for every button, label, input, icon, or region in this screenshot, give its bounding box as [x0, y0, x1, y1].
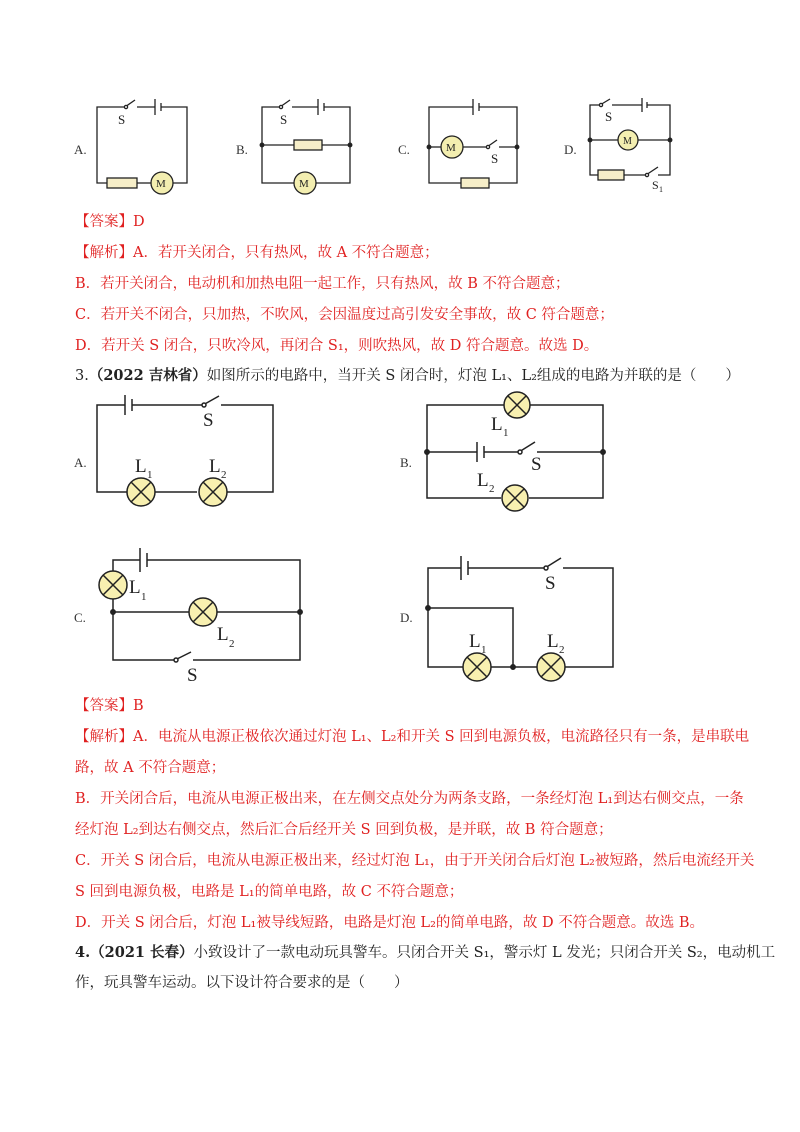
- q2-option-c-label: C.: [398, 142, 410, 157]
- q3-answer-value: B: [133, 698, 144, 714]
- q3a-l2-label: L: [209, 456, 221, 477]
- q3-analysis-line-5: C．开关 S 闭合后，电流从电源正极出来，经过灯泡 L₁，由于开关闭合后灯泡 L₂被短路，然后电流经开关: [75, 853, 755, 869]
- q2b-switch-label: S: [280, 112, 288, 127]
- q4-stem-text-1: 小致设计了一款电动玩具警车。只闭合开关 S₁，警示灯 L 发光；只闭合开关 S₂，电动机工: [193, 945, 776, 961]
- q2-circuit-a: [95, 95, 195, 195]
- q3b-l1-label: L: [491, 414, 503, 435]
- q2-option-b-label: B.: [236, 142, 248, 157]
- q3-answer-tag: 【答案】: [75, 698, 133, 714]
- q3b-s-label: S: [531, 454, 542, 475]
- q2-circuit-c: [425, 95, 525, 195]
- q2d-switch-s1-label: S: [652, 178, 659, 192]
- q3-analysis-line-6: S 回到电源负极，电路是 L₁的简单电路，故 C 不符合题意；: [75, 884, 464, 900]
- q3b-l2-sub: 2: [489, 483, 495, 495]
- q3c-s-label: S: [187, 665, 198, 686]
- q3-circuit-c: [95, 540, 315, 690]
- q3c-l1-label: L: [129, 577, 141, 598]
- q3-option-c-label: C.: [74, 610, 86, 625]
- q3a-s-label: S: [203, 410, 214, 431]
- q3-analysis-text-1: A．电流从电源正极依次通过灯泡 L₁、L₂和开关 S 回到电源负极，电流路径只有一条，是串联电: [133, 729, 750, 745]
- q2c-motor-label: M: [446, 142, 456, 154]
- q3-circuit-b: [425, 390, 615, 520]
- q2-analysis-line-3: C．若开关不闭合，只加热，不吹风，会因温度过高引发安全事故，故 C 符合题意；: [75, 307, 614, 323]
- q3d-l2-sub: 2: [559, 644, 565, 656]
- q4-stem-line-2: 作，玩具警车运动。以下设计符合要求的是（ ）: [75, 975, 409, 991]
- q2-answer: [75, 212, 145, 232]
- q2-circuit-b: [258, 95, 358, 195]
- q3a-l1-label: L: [135, 456, 147, 477]
- q3-analysis-line-1: [75, 727, 749, 747]
- q3-source: （2022 吉林省）: [88, 367, 207, 384]
- q3d-s-label: S: [545, 573, 556, 594]
- q3-answer: [75, 696, 144, 716]
- q2-analysis-tag: 【解析】: [75, 245, 133, 261]
- q3-analysis-line-4: 经灯泡 L₂到达右侧交点，然后汇合后经开关 S 回到负极，是并联，故 B 符合题意；: [75, 822, 613, 838]
- q2-option-a-label: A.: [74, 142, 87, 157]
- q2d-switch-s-label: S: [605, 109, 613, 124]
- q2-answer-tag: 【答案】: [75, 214, 133, 230]
- q3d-l2-label: L: [547, 631, 559, 652]
- q4-number: 4.: [75, 944, 91, 961]
- q4-stem-line-1: [75, 943, 775, 963]
- q3-circuit-a: [95, 390, 285, 520]
- q3c-l2-label: L: [217, 624, 229, 645]
- q3-analysis-line-7: D．开关 S 闭合后，灯泡 L₁被导线短路，电路是灯泡 L₂的简单电路，故 D 不符合题意。故选 B。: [75, 915, 704, 931]
- q3a-l1-sub: 1: [147, 469, 153, 481]
- q2-circuit-d: [588, 95, 688, 195]
- q2-option-d-label: D.: [564, 142, 577, 157]
- q3-analysis-line-3: B．开关闭合后，电流从电源正极出来，在左侧交点处分为两条支路，一条经灯泡 L₁到达右侧交点，一条: [75, 791, 744, 807]
- q2-analysis-line-2: B．若开关闭合，电动机和加热电阻一起工作，只有热风，故 B 不符合题意；: [75, 276, 570, 292]
- q2d-motor-label: M: [623, 136, 632, 147]
- q2c-switch-label: S: [491, 151, 499, 166]
- q3-stem: [75, 366, 740, 386]
- q3b-l1-sub: 1: [503, 427, 509, 439]
- q2-analysis-text-1: A．若开关闭合，只有热风，故 A 不符合题意；: [133, 245, 439, 261]
- q3-circuit-d: [425, 540, 625, 690]
- q3c-l2-sub: 2: [229, 638, 235, 650]
- q3-option-b-label: B.: [400, 455, 412, 470]
- q3-option-d-label: D.: [400, 610, 413, 625]
- q2-analysis-line-4: D．若开关 S 闭合，只吹冷风，再闭合 S₁，则吹热风，故 D 符合题意。故选 D。: [75, 338, 599, 354]
- q4-source: （2021 长春）: [90, 944, 194, 961]
- q3d-l1-label: L: [469, 631, 481, 652]
- q3-stem-text: 如图所示的电路中，当开关 S 闭合时，灯泡 L₁、L₂组成的电路为并联的是（ ）: [206, 368, 740, 384]
- q3-analysis-tag: 【解析】: [75, 729, 133, 745]
- q3-number: 3.: [75, 368, 89, 384]
- q3b-l2-label: L: [477, 470, 489, 491]
- q2d-switch-s1-sub: 1: [659, 185, 663, 194]
- q2-answer-value: D: [133, 214, 145, 230]
- q3-analysis-line-2: 路，故 A 不符合题意；: [75, 760, 226, 776]
- q3-option-a-label: A.: [74, 455, 87, 470]
- q2-analysis-line-1: [75, 243, 439, 263]
- q2a-switch-label: S: [118, 112, 126, 127]
- q2b-motor-label: M: [299, 178, 309, 190]
- q3a-l2-sub: 2: [221, 469, 227, 481]
- q3d-l1-sub: 1: [481, 644, 487, 656]
- q3c-l1-sub: 1: [141, 591, 147, 603]
- q2a-motor-label: M: [156, 178, 166, 190]
